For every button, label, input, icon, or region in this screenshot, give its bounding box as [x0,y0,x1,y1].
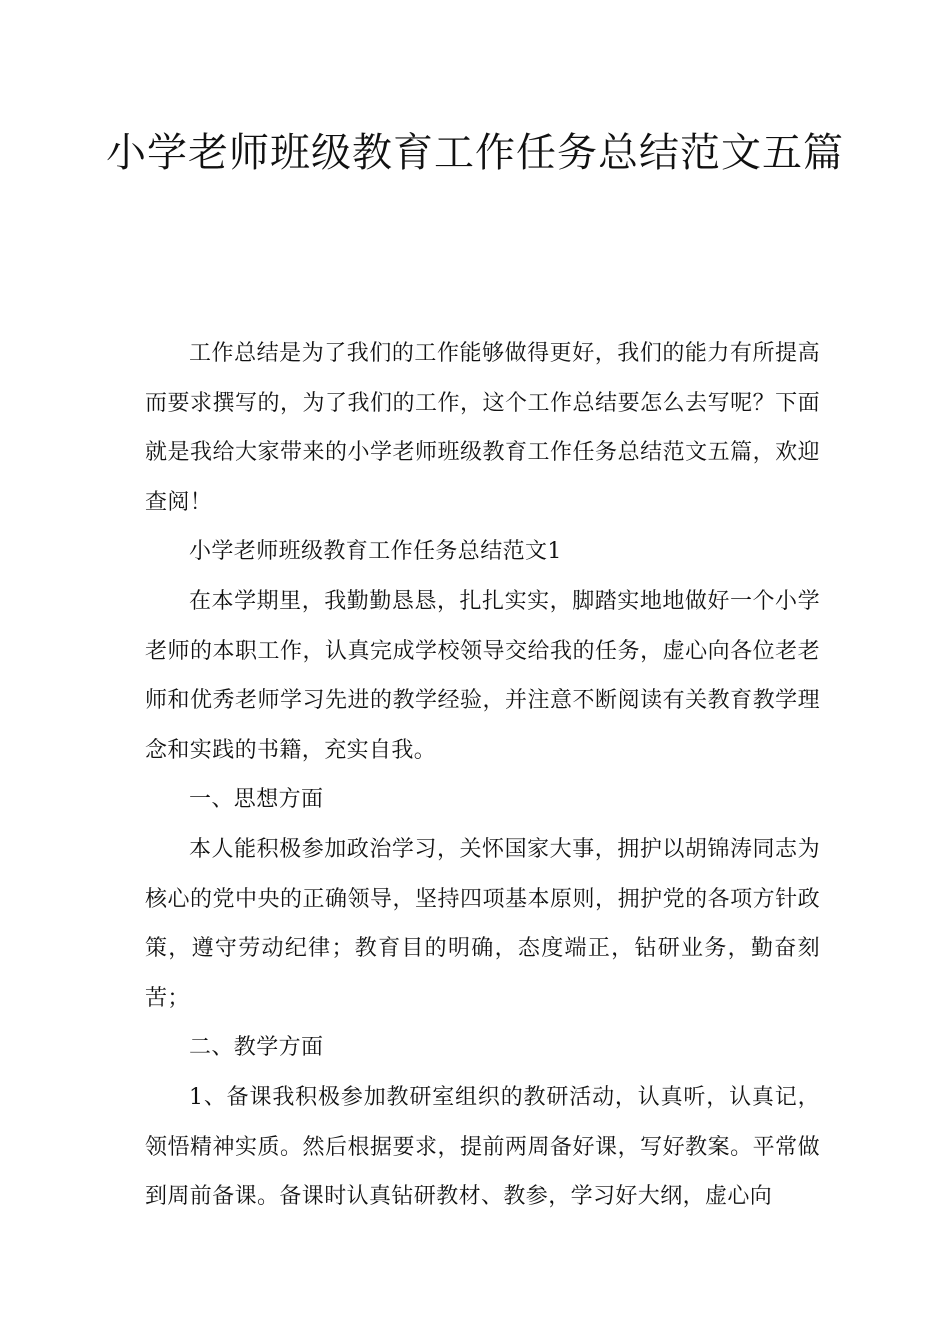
document-body [145,329,820,1222]
body-paragraph: 1、备课我积极参加教研室组织的教研活动，认真听，认真记，领悟精神实质。然后根据要求，提前两周备好课，写好教案。平常做到周前备课。备课时认真钻研教材、教参，学习好大纲，虚心向 [145,1084,820,1210]
body-paragraph: 在本学期里，我勤勤恳恳，扎扎实实，脚踏实地地做好一个小学老师的本职工作，认真完成学校领导交给我的任务，虚心向各位老老师和优秀老师学习先进的教学经验，并注意不断阅读有关教育教学理念和实践的书籍，充实自我。 [145,588,820,763]
section-heading-sample-1: 小学老师班级教育工作任务总结范文1 [189,539,562,565]
intro-paragraph: 工作总结是为了我们的工作能够做得更好，我们的能力有所提高而要求撰写的，为了我们的工作，这个工作总结要怎么去写呢？下面就是我给大家带来的小学老师班级教育工作任务总结范文五篇，欢迎查阅！ [145,341,820,515]
body-paragraph: 本人能积极参加政治学习，关怀国家大事，拥护以胡锦涛同志为核心的党中央的正确领导，坚持四项基本原则，拥护党的各项方针政策，遵守劳动纪律；教育目的明确，态度端正，钻研业务，勤奋刻苦； [145,836,820,1011]
section-heading-teaching: 二、教学方面 [189,1035,324,1061]
section-heading-ideology: 一、思想方面 [189,787,324,813]
document-title: 小学老师班级教育工作任务总结范文五篇 [106,130,844,176]
